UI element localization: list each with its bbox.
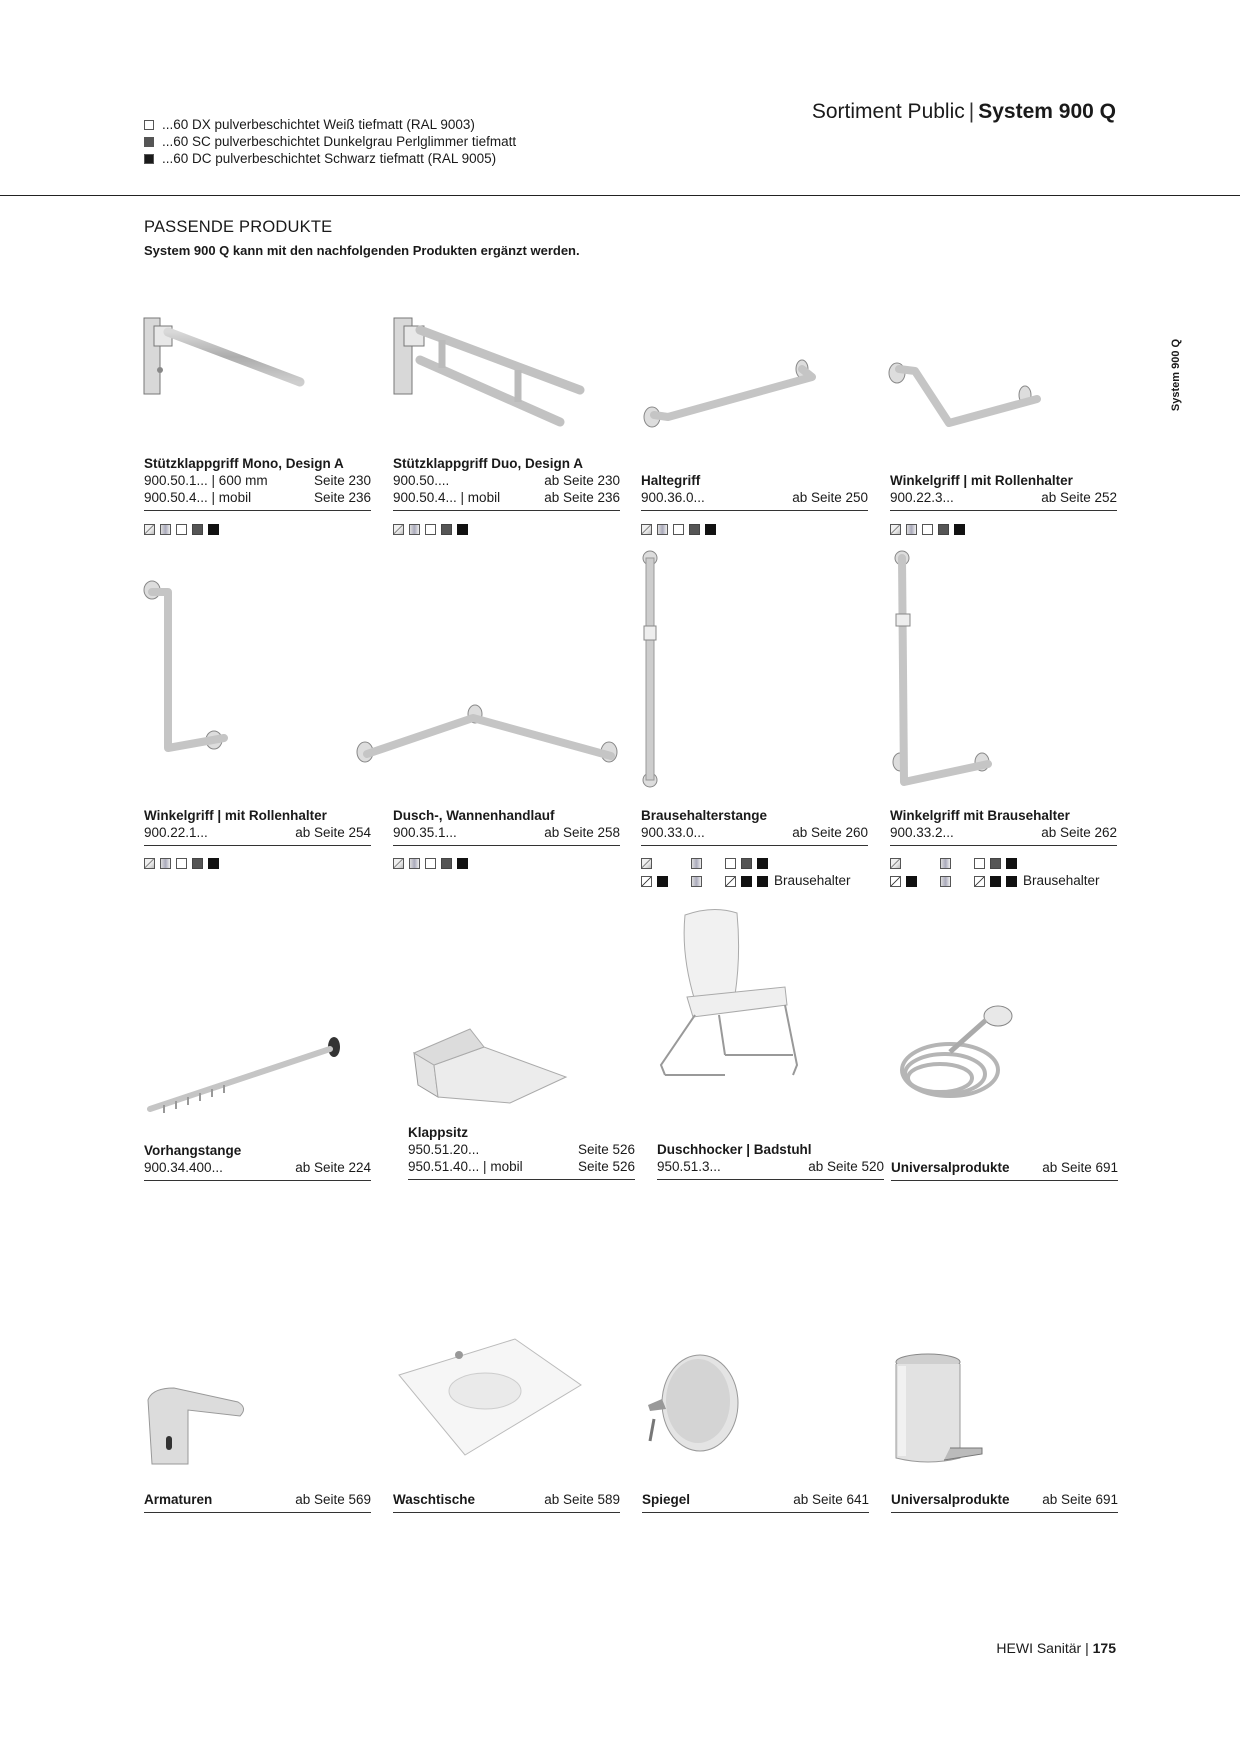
darkgray-swatch-icon — [144, 137, 154, 147]
black-swatch-icon — [208, 524, 219, 535]
black-swatch-icon — [1006, 858, 1017, 869]
product-name: Haltegriff — [641, 473, 701, 488]
chrome-swatch-icon — [890, 858, 901, 869]
page-number: 175 — [1092, 1640, 1116, 1656]
product-name: Universalprodukte — [891, 1492, 1010, 1507]
page-ref: ab Seite 230 — [544, 473, 620, 488]
color-swatches — [144, 524, 219, 535]
product-name: Duschhocker | Badstuhl — [657, 1142, 812, 1157]
article-number: 900.35.1... — [393, 825, 457, 840]
legend-text: ...60 SC pulverbeschichtet Dunkelgrau Perlglimmer tiefmatt — [162, 134, 517, 149]
legend-item — [144, 133, 516, 150]
divider — [890, 510, 1117, 511]
black-swatch-icon — [757, 858, 768, 869]
darkgray-swatch-icon — [990, 858, 1001, 869]
section-title — [812, 100, 1116, 124]
product-waschtische[interactable] — [393, 1491, 620, 1513]
darkgray-swatch-icon — [741, 858, 752, 869]
product-name: Universalprodukte — [891, 1160, 1010, 1175]
color-swatches — [393, 524, 468, 535]
page-ref: ab Seite 691 — [1042, 1492, 1118, 1507]
product-image-klappsitz — [410, 1025, 570, 1115]
black-swatch-icon — [457, 524, 468, 535]
silver-swatch-icon — [409, 858, 420, 869]
divider — [891, 1512, 1118, 1513]
product-name: Armaturen — [144, 1492, 213, 1507]
page-ref: ab Seite 252 — [1041, 490, 1117, 505]
section-system: System 900 Q — [978, 100, 1116, 123]
product-klappsitz — [408, 1124, 635, 1180]
product-image-haltegriff — [640, 355, 820, 435]
product-image-winkelgriff-vertical — [140, 578, 240, 768]
divider — [642, 1512, 869, 1513]
page-ref: ab Seite 569 — [295, 1492, 371, 1507]
black-swatch-icon — [990, 876, 1001, 887]
product-spiegel[interactable] — [642, 1491, 869, 1513]
product-name: Winkelgriff mit Brausehalter — [890, 808, 1070, 823]
color-swatches — [890, 524, 965, 535]
product-image-waschtische — [395, 1335, 585, 1465]
divider — [144, 1180, 371, 1181]
product-armaturen[interactable] — [144, 1491, 371, 1513]
page-ref: ab Seite 254 — [295, 825, 371, 840]
page-ref: Seite 230 — [313, 473, 371, 488]
darkgray-swatch-icon — [192, 858, 203, 869]
black-swatch-icon — [208, 858, 219, 869]
divider — [144, 510, 371, 511]
chrome-swatch-icon — [393, 524, 404, 535]
intro-heading: PASSENDE PRODUKTE — [144, 218, 333, 236]
page-ref: ab Seite 258 — [544, 825, 620, 840]
legend-item — [144, 150, 516, 167]
header-divider — [0, 195, 1240, 196]
divider — [890, 845, 1117, 846]
product-dusch-handlauf — [393, 807, 620, 846]
section-prefix: Sortiment Public — [811, 100, 965, 123]
article-number: 900.33.0... — [641, 825, 705, 840]
black-swatch-icon — [757, 876, 768, 887]
divider — [144, 845, 371, 846]
page-ref: ab Seite 641 — [793, 1492, 869, 1507]
product-name: Brausehalterstange — [641, 808, 768, 823]
article-number: 950.51.40... | mobil — [408, 1159, 523, 1174]
outline-swatch-icon — [641, 876, 652, 887]
article-number: 950.51.3... — [657, 1159, 721, 1174]
chrome-swatch-icon — [144, 524, 155, 535]
silver-swatch-icon — [940, 876, 951, 887]
silver-swatch-icon — [657, 524, 668, 535]
divider — [393, 510, 620, 511]
product-name: Stützklappgriff Duo, Design A — [393, 456, 583, 471]
white-swatch-icon — [425, 524, 436, 535]
white-swatch-icon — [673, 524, 684, 535]
product-universalprodukte-2[interactable] — [891, 1491, 1118, 1513]
legend-text: ...60 DX pulverbeschichtet Weiß tiefmatt (RAL 9003) — [162, 117, 475, 132]
silver-swatch-icon — [160, 524, 171, 535]
article-number: 900.22.1... — [144, 825, 208, 840]
page-ref: ab Seite 520 — [808, 1159, 884, 1174]
product-mono — [144, 455, 371, 511]
product-image-winkelgriff-brausehalter — [890, 550, 1000, 790]
color-swatches — [144, 858, 219, 869]
white-swatch-icon — [425, 858, 436, 869]
black-swatch-icon — [457, 858, 468, 869]
product-name: Winkelgriff | mit Rollenhalter — [144, 808, 327, 823]
article-number: 900.50.4... | mobil — [144, 490, 252, 505]
article-number: 900.50.1... | 600 mm — [144, 473, 268, 488]
brausehalter-label: Brausehalter — [774, 873, 851, 888]
black-swatch-icon — [1006, 876, 1017, 887]
legend-item — [144, 116, 516, 133]
product-name: Waschtische — [393, 1492, 476, 1507]
page-ref: ab Seite 224 — [295, 1160, 371, 1175]
darkgray-swatch-icon — [441, 524, 452, 535]
white-swatch-icon — [176, 858, 187, 869]
article-number: 900.22.3... — [890, 490, 954, 505]
chrome-swatch-icon — [641, 858, 652, 869]
chrome-swatch-icon — [393, 858, 404, 869]
outline-swatch-icon — [725, 876, 736, 887]
color-swatch-grid — [890, 855, 1120, 891]
divider — [408, 1179, 635, 1180]
product-image-armaturen — [144, 1380, 254, 1470]
product-haltegriff — [641, 472, 868, 511]
product-image-spiegel — [640, 1345, 740, 1465]
side-tab-text: System 900 Q — [1170, 338, 1182, 412]
product-image-mono-grab-bar — [140, 310, 320, 400]
product-name: Stützklappgriff Mono, Design A — [144, 456, 344, 471]
silver-swatch-icon — [906, 524, 917, 535]
black-swatch-icon — [657, 876, 668, 887]
silver-swatch-icon — [409, 524, 420, 535]
article-number: 900.36.0... — [641, 490, 705, 505]
divider — [657, 1179, 884, 1180]
product-duo — [393, 455, 620, 511]
intro-text: System 900 Q kann mit den nachfolgenden Produkten ergänzt werden. — [144, 243, 580, 258]
divider — [144, 1512, 371, 1513]
darkgray-swatch-icon — [441, 858, 452, 869]
footer-separator: | — [1085, 1640, 1089, 1656]
page-ref: Seite 236 — [313, 490, 371, 505]
product-image-duo-grab-bar — [390, 310, 590, 430]
darkgray-swatch-icon — [938, 524, 949, 535]
product-name: Dusch-, Wannenhandlauf — [393, 808, 555, 823]
brausehalter-label: Brausehalter — [1023, 873, 1100, 888]
chrome-swatch-icon — [890, 524, 901, 535]
page-ref: Seite 526 — [577, 1142, 635, 1157]
color-legend — [144, 116, 516, 167]
article-number: 900.50.4... | mobil — [393, 490, 501, 505]
chrome-swatch-icon — [641, 524, 652, 535]
product-name: Klappsitz — [408, 1125, 469, 1140]
product-winkelgriff-1 — [144, 807, 371, 846]
silver-swatch-icon — [691, 858, 702, 869]
product-winkelgriff-3 — [890, 472, 1117, 511]
product-image-brausehalterstange — [638, 550, 668, 790]
page-ref: ab Seite 250 — [792, 490, 868, 505]
product-universalprodukte-1[interactable] — [891, 1159, 1118, 1181]
article-number: 900.50.... — [393, 473, 450, 488]
color-swatches — [393, 858, 468, 869]
page-ref: ab Seite 262 — [1041, 825, 1117, 840]
darkgray-swatch-icon — [192, 524, 203, 535]
product-vorhangstange — [144, 1142, 371, 1181]
product-image-duschhocker — [655, 905, 805, 1085]
product-winkelgriff-brausehalter — [890, 807, 1117, 846]
product-name: Spiegel — [642, 1492, 691, 1507]
product-image-winkelgriff-angled — [885, 355, 1045, 435]
side-tab-label — [1168, 330, 1184, 420]
white-swatch-icon — [725, 858, 736, 869]
white-swatch-icon — [176, 524, 187, 535]
product-brausehalterstange — [641, 807, 868, 846]
footer-brand: HEWI Sanitär — [996, 1640, 1082, 1656]
product-image-dusch-handlauf — [355, 702, 625, 772]
page-ref: Seite 526 — [577, 1159, 635, 1174]
page-footer — [996, 1640, 1116, 1656]
divider — [641, 845, 868, 846]
product-name: Vorhangstange — [144, 1143, 242, 1158]
product-image-universalprodukte-hose — [890, 1000, 1020, 1120]
outline-swatch-icon — [890, 876, 901, 887]
black-swatch-icon — [954, 524, 965, 535]
divider — [641, 510, 868, 511]
darkgray-swatch-icon — [689, 524, 700, 535]
silver-swatch-icon — [691, 876, 702, 887]
black-swatch-icon — [906, 876, 917, 887]
article-number: 900.34.400... — [144, 1160, 223, 1175]
black-swatch-icon — [705, 524, 716, 535]
chrome-swatch-icon — [144, 858, 155, 869]
white-swatch-icon — [974, 858, 985, 869]
article-number: 950.51.20... — [408, 1142, 480, 1157]
divider — [393, 845, 620, 846]
outline-swatch-icon — [974, 876, 985, 887]
separator: | — [968, 100, 975, 123]
color-swatches — [641, 524, 716, 535]
white-swatch-icon — [144, 120, 154, 130]
page-ref: ab Seite 691 — [1042, 1160, 1118, 1175]
white-swatch-icon — [922, 524, 933, 535]
page-ref: ab Seite 260 — [792, 825, 868, 840]
color-swatch-grid — [641, 855, 871, 891]
divider — [891, 1180, 1118, 1181]
product-image-vorhangstange — [144, 1035, 344, 1115]
divider — [393, 1512, 620, 1513]
legend-text: ...60 DC pulverbeschichtet Schwarz tiefmatt (RAL 9005) — [162, 151, 497, 166]
silver-swatch-icon — [940, 858, 951, 869]
black-swatch-icon — [144, 154, 154, 164]
page-ref: ab Seite 236 — [544, 490, 620, 505]
product-duschhocker — [657, 1141, 884, 1180]
silver-swatch-icon — [160, 858, 171, 869]
black-swatch-icon — [741, 876, 752, 887]
page-ref: ab Seite 589 — [544, 1492, 620, 1507]
product-image-universalprodukte-bin — [890, 1352, 990, 1467]
article-number: 900.33.2... — [890, 825, 954, 840]
product-name: Winkelgriff | mit Rollenhalter — [890, 473, 1073, 488]
